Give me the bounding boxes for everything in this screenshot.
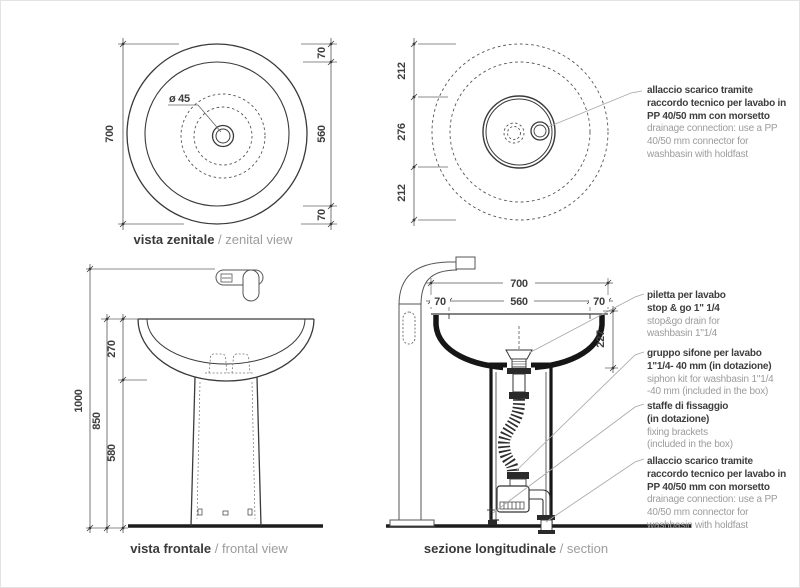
annotation-line: PP 40/50 mm con morsetto <box>647 481 770 493</box>
dim-section-rim-left: 70 <box>434 296 446 308</box>
drain-plan-drawing <box>432 44 642 220</box>
annotation-piletta <box>647 290 726 341</box>
caption-zenital-it: vista zenitale <box>133 232 215 247</box>
dim-zenital-height: 700 <box>104 125 116 143</box>
dim-zenital-inner: 560 <box>316 125 328 143</box>
annotation-line: fixing brackets <box>647 426 708 438</box>
annotation-line: stop&go drain for <box>647 315 720 327</box>
annotation-siphon <box>647 348 774 399</box>
drain-plan-dimensions <box>411 38 456 226</box>
caption-section-it: sezione longitudinale <box>423 541 557 556</box>
dim-section-width: 700 <box>510 278 528 290</box>
annotation-drain-connection-section <box>647 456 786 533</box>
dim-frontal-total-height: 1000 <box>73 389 85 413</box>
annotation-line: stop & go 1" 1/4 <box>647 302 720 314</box>
frontal-view-drawing <box>128 270 323 526</box>
annotation-line: PP 40/50 mm con morsetto <box>647 110 770 122</box>
dim-frontal-pedestal-height: 580 <box>106 444 118 462</box>
caption-frontal-en: frontal view <box>222 541 288 556</box>
annotation-line: raccordo tecnico per lavabo in <box>647 468 787 480</box>
annotation-line: gruppo sifone per lavabo <box>647 348 762 359</box>
annotation-line: -40 mm (included in the box) <box>647 386 769 398</box>
dim-plan-mid: 276 <box>396 123 408 141</box>
dim-section-inner: 560 <box>510 296 528 308</box>
dim-drain-diameter: ø 45 <box>169 93 190 105</box>
frontal-dimensions <box>86 264 215 533</box>
annotation-line: washbasin with holdfast <box>647 148 749 160</box>
frontal-tap <box>216 270 263 301</box>
annotation-line: 1"1/4- 40 mm (in dotazione) <box>647 360 772 372</box>
caption-zenital-en: zenital view <box>225 232 293 247</box>
caption-frontal-view <box>59 541 359 556</box>
caption-section-en: section <box>566 541 609 556</box>
dim-frontal-bowl-height: 270 <box>106 340 118 358</box>
annotation-line: (in dotazione) <box>647 413 710 425</box>
annotation-line: allaccio scarico tramite <box>647 456 753 467</box>
caption-separator: / <box>556 541 567 556</box>
dim-plan-top: 212 <box>396 62 408 80</box>
dim-section-depth: 227 <box>595 330 607 348</box>
annotation-line: 40/50 mm connector for <box>647 507 749 519</box>
drain-piletta <box>506 350 532 399</box>
annotation-line: drainage connection: use a PP <box>647 494 778 506</box>
zenital-dimensions <box>118 38 337 230</box>
annotation-line: siphon kit for washbasin 1"1/4 <box>647 373 774 385</box>
dim-zenital-rim-top: 70 <box>316 47 328 59</box>
annotation-line: (included in the box) <box>647 439 733 451</box>
annotation-line: washbasin 1"1/4 <box>647 328 718 340</box>
annotation-line: drainage connection: use a PP <box>647 123 778 135</box>
caption-separator: / <box>214 232 226 247</box>
annotation-brackets <box>647 401 733 452</box>
dim-zenital-rim-bottom: 70 <box>316 209 328 221</box>
dim-section-rim-right: 70 <box>593 296 605 308</box>
dim-plan-bottom: 212 <box>396 184 408 202</box>
annotation-line: 40/50 mm connector for <box>647 136 749 148</box>
flexible-hose <box>504 399 529 486</box>
annotation-drain-connection-plan <box>647 85 786 162</box>
caption-frontal-it: vista frontale <box>130 541 212 556</box>
drain-connector-leader-line <box>548 91 642 127</box>
annotation-line: staffe di fissaggio <box>647 401 729 412</box>
annotation-line: allaccio scarico tramite <box>647 85 753 96</box>
dim-frontal-rim-height: 850 <box>91 412 103 430</box>
annotation-line: washbasin with holdfast <box>647 519 749 531</box>
annotation-line: piletta per lavabo <box>647 290 726 301</box>
caption-separator: / <box>211 541 222 556</box>
caption-section-view <box>366 541 666 556</box>
zenital-view-drawing <box>127 44 307 224</box>
annotation-line: raccordo tecnico per lavabo in <box>647 97 787 109</box>
caption-zenital-view <box>63 232 363 247</box>
